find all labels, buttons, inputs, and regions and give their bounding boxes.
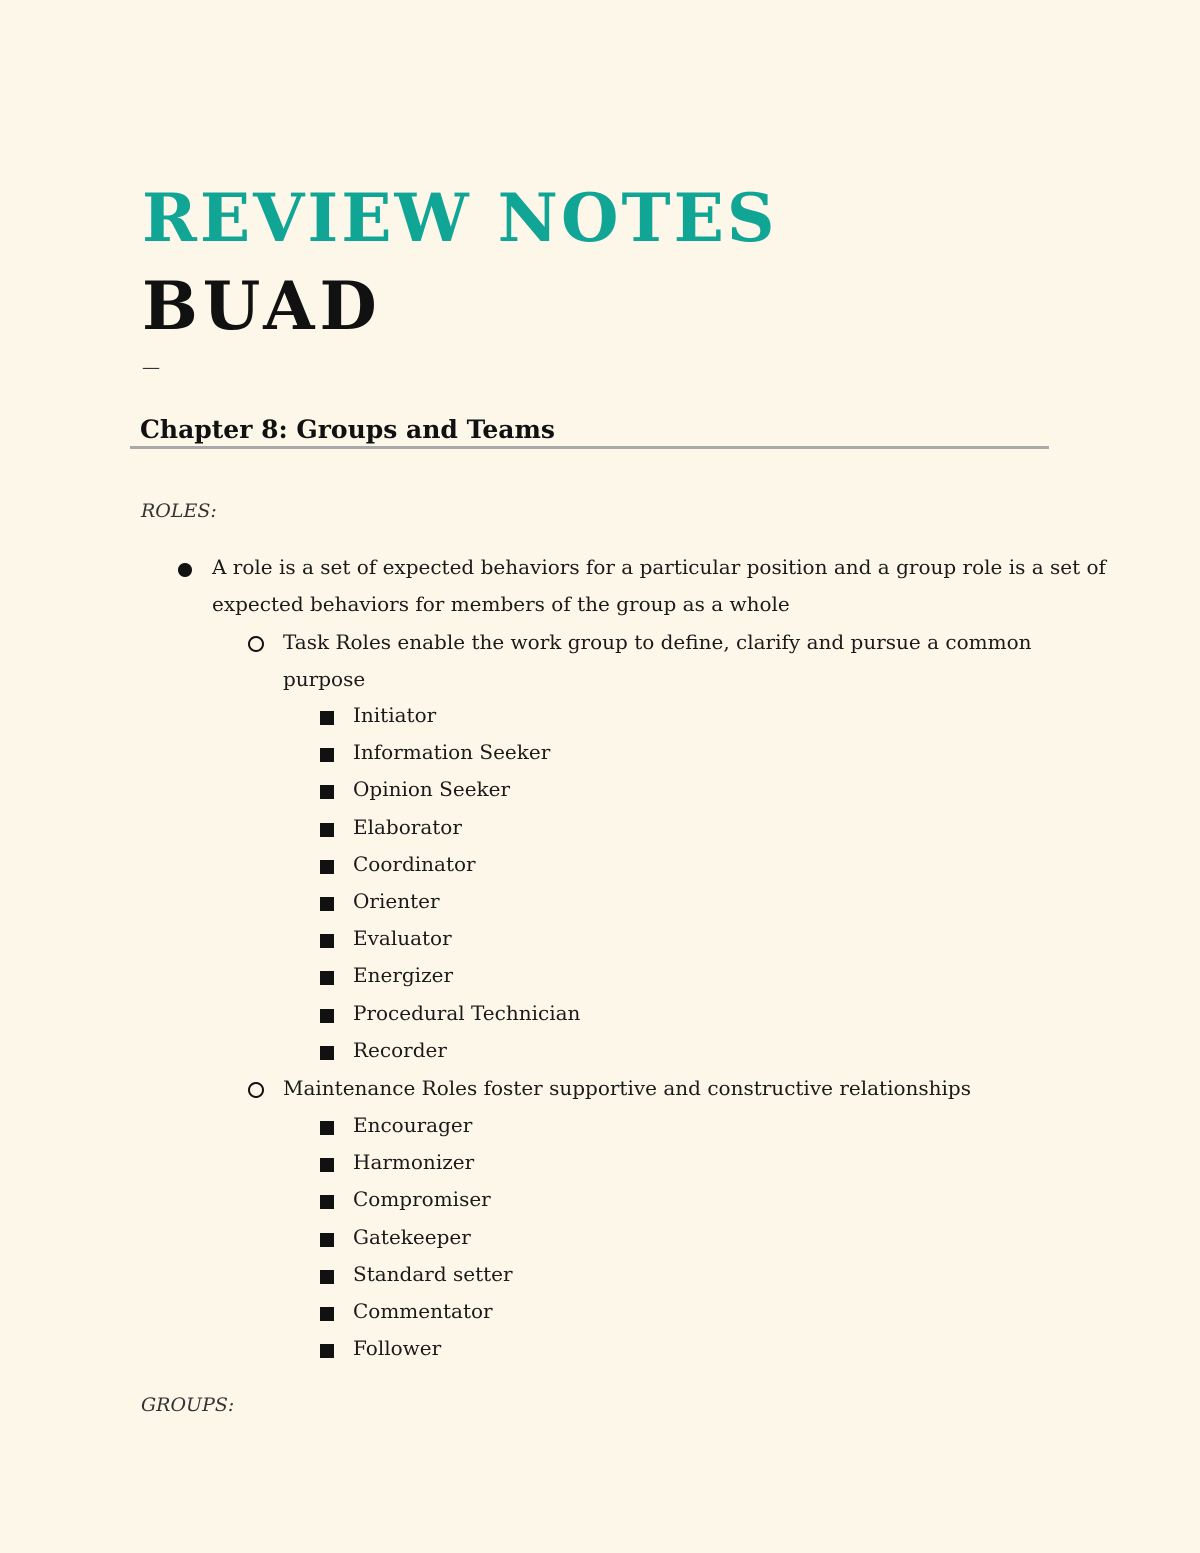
task-role-item: Elaborator [353,814,462,839]
bullet-square-icon [320,748,334,762]
bullet-square-icon [320,1270,334,1284]
task-role-item: Coordinator [353,851,476,876]
groups-section-label: GROUPS: [141,1394,235,1416]
task-role-item: Procedural Technician [353,1000,581,1025]
bullet-square-icon [320,1121,334,1135]
maintenance-roles-line1: Maintenance Roles foster supportive and constructive relationships [283,1076,971,1100]
bullet-square-icon [320,1307,334,1321]
maintenance-role-item: Gatekeeper [353,1224,471,1249]
task-roles-line2: purpose [283,667,366,691]
bullet-square-icon [320,971,334,985]
bullet-square-icon [320,1233,334,1247]
bullet-square-icon [320,785,334,799]
title-divider: — [142,357,160,378]
task-role-item: Initiator [353,703,437,727]
maintenance-role-item: Standard setter [353,1261,513,1286]
maintenance-role-item: Encourager [353,1113,473,1137]
task-roles-line1: Task Roles enable the work group to define, clarify and pursue a common [283,630,1032,654]
chapter-underline [130,446,1049,449]
bullet-square-icon [320,897,334,911]
maintenance-role-item: Commentator [353,1299,493,1323]
task-role-item: Energizer [353,963,454,988]
role-definition-line2: expected behaviors for members of the group as a whole [212,592,790,616]
bullet-circle-icon [248,636,264,652]
bullet-square-icon [320,860,334,874]
chapter-heading: Chapter 8: Groups and Teams [140,415,555,444]
bullet-square-icon [320,1344,334,1358]
bullet-circle-icon [248,1082,264,1098]
role-definition-line1: A role is a set of expected behaviors for a particular position and a group role is a set of [212,555,1106,579]
task-role-item: Orienter [353,889,440,913]
bullet-square-icon [320,1046,334,1060]
task-role-item: Opinion Seeker [353,777,511,802]
bullet-square-icon [320,1195,334,1209]
bullet-square-icon [320,1009,334,1023]
maintenance-role-item: Compromiser [353,1187,491,1212]
bullet-square-icon [320,934,334,948]
roles-section-label: ROLES: [141,500,217,522]
document-subtitle: BUAD [142,267,382,345]
bullet-square-icon [320,711,334,725]
bullet-square-icon [320,1158,334,1172]
task-role-item: Recorder [353,1037,447,1062]
task-role-item: Information Seeker [353,740,551,765]
task-role-item: Evaluator [353,926,452,951]
document-title: REVIEW NOTES [142,179,778,257]
bullet-disc-icon [178,563,192,577]
maintenance-role-item: Follower [353,1336,442,1361]
maintenance-role-item: Harmonizer [353,1150,475,1175]
bullet-square-icon [320,823,334,837]
